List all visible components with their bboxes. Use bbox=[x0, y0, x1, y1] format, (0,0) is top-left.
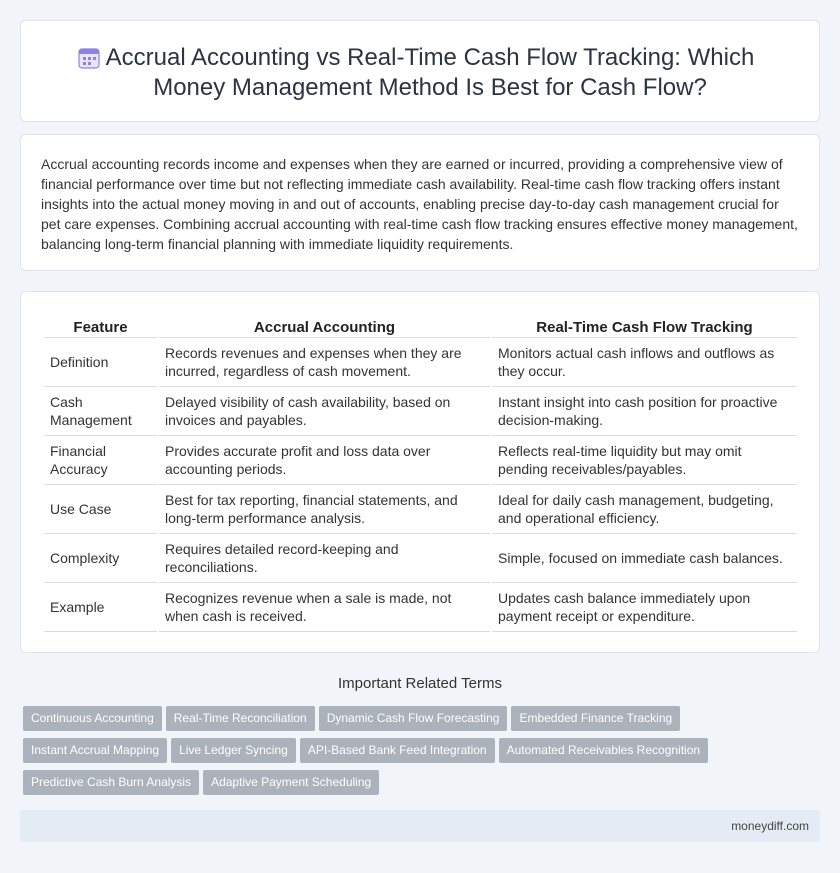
related-term-tag[interactable]: Dynamic Cash Flow Forecasting bbox=[319, 706, 508, 731]
page-title: Accrual Accounting vs Real-Time Cash Flow Tracking: Which Money Management Method Is Best for Cash Flow? bbox=[105, 44, 755, 101]
title-card bbox=[20, 20, 820, 122]
table-row bbox=[44, 485, 797, 534]
related-term-tag[interactable]: Real-Time Reconciliation bbox=[166, 706, 315, 731]
row-realtime: Monitors actual cash inflows and outflows as they occur. bbox=[492, 338, 797, 387]
header-realtime: Real-Time Cash Flow Tracking bbox=[492, 313, 797, 338]
header-feature: Feature bbox=[44, 313, 157, 338]
row-realtime: Ideal for daily cash management, budgeting, and operational efficiency. bbox=[492, 485, 797, 534]
row-realtime: Instant insight into cash position for proactive decision-making. bbox=[492, 387, 797, 436]
footer-site-link[interactable]: moneydiff.com bbox=[731, 819, 809, 833]
comparison-table bbox=[42, 313, 799, 632]
comparison-card bbox=[20, 291, 820, 653]
row-feature: Financial Accuracy bbox=[44, 436, 157, 485]
row-accrual: Delayed visibility of cash availability, based on invoices and payables. bbox=[159, 387, 490, 436]
row-accrual: Provides accurate profit and loss data over accounting periods. bbox=[159, 436, 490, 485]
row-feature: Use Case bbox=[44, 485, 157, 534]
related-term-tag[interactable]: Adaptive Payment Scheduling bbox=[203, 770, 379, 795]
row-realtime: Reflects real-time liquidity but may omit pending receivables/payables. bbox=[492, 436, 797, 485]
row-realtime: Simple, focused on immediate cash balances. bbox=[492, 534, 797, 583]
related-terms-title: Important Related Terms bbox=[338, 675, 502, 692]
row-accrual: Records revenues and expenses when they are incurred, regardless of cash movement. bbox=[159, 338, 490, 387]
tag-row bbox=[23, 706, 823, 738]
row-feature: Definition bbox=[44, 338, 157, 387]
related-term-tag[interactable]: API-Based Bank Feed Integration bbox=[300, 738, 495, 763]
row-feature: Complexity bbox=[44, 534, 157, 583]
table-row bbox=[44, 436, 797, 485]
row-accrual: Requires detailed record-keeping and reconciliations. bbox=[159, 534, 490, 583]
related-term-tag[interactable]: Live Ledger Syncing bbox=[171, 738, 296, 763]
row-feature: Cash Management bbox=[44, 387, 157, 436]
related-term-tag[interactable]: Automated Receivables Recognition bbox=[499, 738, 708, 763]
related-term-tag[interactable]: Embedded Finance Tracking bbox=[511, 706, 680, 731]
header-accrual: Accrual Accounting bbox=[159, 313, 490, 338]
related-term-tag[interactable]: Instant Accrual Mapping bbox=[23, 738, 167, 763]
row-accrual: Best for tax reporting, financial statements, and long-term performance analysis. bbox=[159, 485, 490, 534]
row-accrual: Recognizes revenue when a sale is made, not when cash is received. bbox=[159, 583, 490, 632]
related-term-tag[interactable]: Predictive Cash Burn Analysis bbox=[23, 770, 199, 795]
tag-row bbox=[23, 770, 823, 802]
table-row bbox=[44, 583, 797, 632]
intro-card bbox=[20, 134, 820, 271]
table-row bbox=[44, 338, 797, 387]
intro-paragraph: Accrual accounting records income and expenses when they are earned or incurred, providing a comprehensive view of financial performance over time but not reflecting immediate cash availability. Real-time cash flow tracking offers instant insights into the actual money moving in and out of accounts, enabling precise day-to-day cash management crucial for pet care expenses. Combining accrual accounting with real-time cash flow tracking ensures effective money management, balancing long-term financial planning with immediate liquidity requirements. bbox=[41, 156, 798, 252]
related-term-tag[interactable]: Continuous Accounting bbox=[23, 706, 162, 731]
tag-row bbox=[23, 738, 823, 770]
row-realtime: Updates cash balance immediately upon payment receipt or expenditure. bbox=[492, 583, 797, 632]
table-row bbox=[44, 534, 797, 583]
footer bbox=[20, 810, 820, 842]
table-row bbox=[44, 387, 797, 436]
table-header-row bbox=[44, 313, 797, 338]
row-feature: Example bbox=[44, 583, 157, 632]
related-terms-list bbox=[23, 706, 823, 802]
